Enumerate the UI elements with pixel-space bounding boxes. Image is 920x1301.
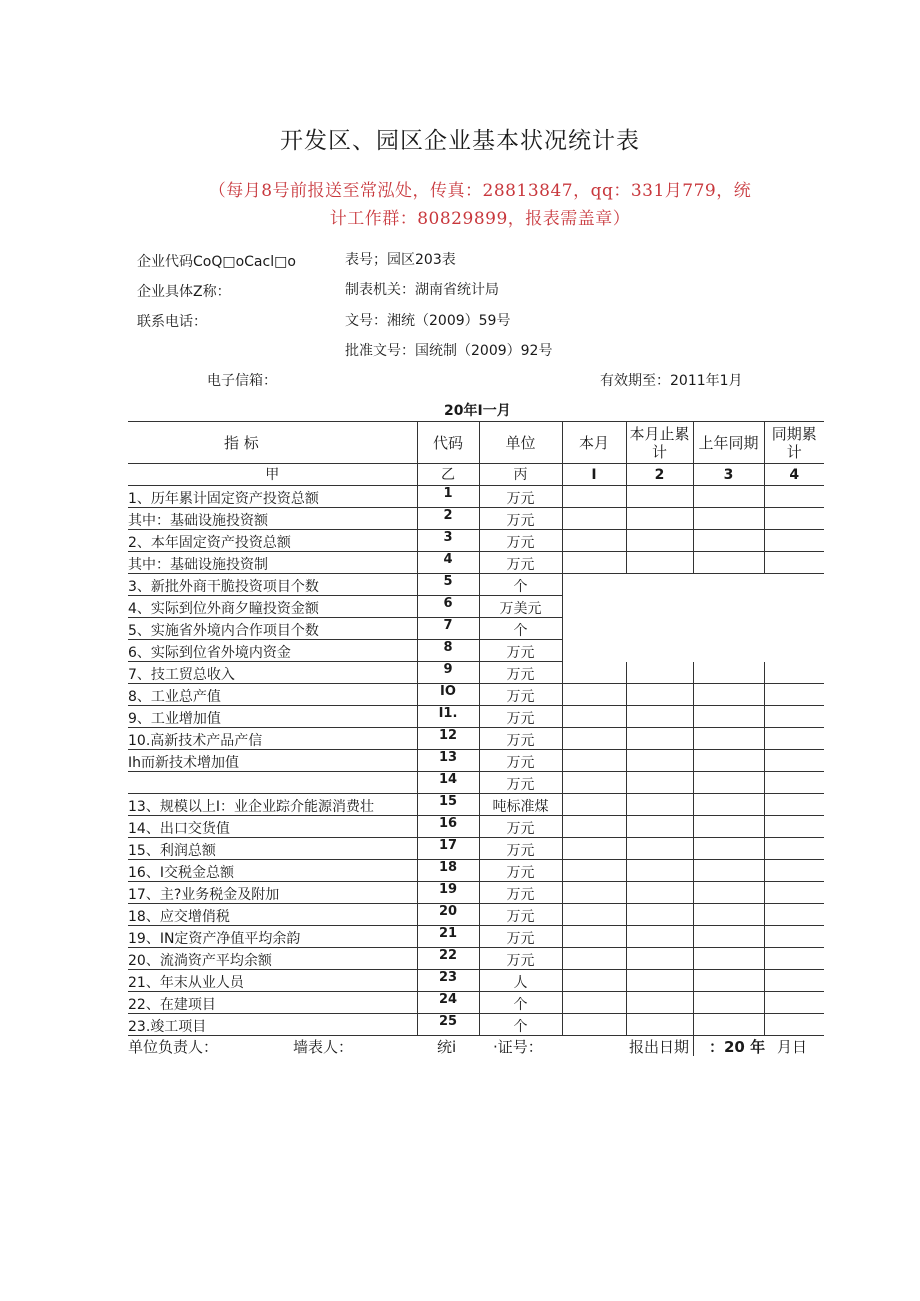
row-value-cell bbox=[626, 904, 693, 926]
row-value-cell bbox=[693, 552, 764, 574]
row-value-cell bbox=[562, 684, 626, 706]
row-value-cell bbox=[693, 992, 764, 1014]
row-value-cell bbox=[693, 574, 764, 596]
table-row bbox=[128, 596, 824, 618]
row-value-cell bbox=[626, 728, 693, 750]
approval-number: 批准文号：国统制（2009）92号 bbox=[345, 343, 553, 359]
row-value-cell bbox=[764, 530, 824, 552]
statistics-table bbox=[128, 421, 824, 1036]
row-value-cell bbox=[693, 596, 764, 618]
row-unit: 万元 bbox=[479, 486, 562, 508]
row-value-cell bbox=[626, 948, 693, 970]
row-value-cell bbox=[764, 772, 824, 794]
row-code: 4 bbox=[417, 552, 479, 574]
row-value-cell bbox=[626, 970, 693, 992]
row-unit: 万元 bbox=[479, 706, 562, 728]
table-row bbox=[128, 970, 824, 992]
row-value-cell bbox=[693, 728, 764, 750]
row-value-cell bbox=[693, 530, 764, 552]
footer-report-date: 报出日期 bbox=[629, 1038, 690, 1056]
row-value-cell bbox=[764, 640, 824, 662]
table-row bbox=[128, 706, 824, 728]
row-indicator: 20、流淌资产平均余额 bbox=[128, 948, 417, 970]
row-value-cell bbox=[693, 794, 764, 816]
row-unit: 万元 bbox=[479, 552, 562, 574]
footer-date-value: ：20 年 bbox=[709, 1038, 766, 1056]
row-value-cell bbox=[693, 882, 764, 904]
row-unit: 万元 bbox=[479, 838, 562, 860]
header-indicator: 指 标 bbox=[128, 422, 417, 464]
row-code: 8 bbox=[417, 640, 479, 662]
row-value-cell bbox=[562, 926, 626, 948]
row-value-cell bbox=[626, 860, 693, 882]
header-unit: 单位 bbox=[479, 422, 562, 464]
row-value-cell bbox=[626, 816, 693, 838]
footer-month-day: 月日 bbox=[777, 1038, 808, 1056]
row-value-cell bbox=[562, 706, 626, 728]
row-value-cell bbox=[562, 838, 626, 860]
row-value-cell bbox=[562, 860, 626, 882]
row-value-cell bbox=[764, 596, 824, 618]
row-value-cell bbox=[562, 794, 626, 816]
row-indicator: 2、本年固定资产投资总额 bbox=[128, 530, 417, 552]
footer-filler: 墙表人： bbox=[293, 1038, 354, 1056]
row-unit: 万元 bbox=[479, 904, 562, 926]
header-last-year-ytd: 同期累计 bbox=[764, 422, 824, 464]
header-last-year-month: 上年同期 bbox=[693, 422, 764, 464]
row-code: 17 bbox=[417, 838, 479, 860]
row-value-cell bbox=[562, 486, 626, 508]
row-value-cell bbox=[626, 772, 693, 794]
row-value-cell bbox=[693, 838, 764, 860]
table-subheader-row bbox=[128, 464, 824, 486]
table-row bbox=[128, 750, 824, 772]
row-value-cell bbox=[626, 882, 693, 904]
row-code: 22 bbox=[417, 948, 479, 970]
row-value-cell bbox=[693, 662, 764, 684]
row-unit: 万元 bbox=[479, 640, 562, 662]
row-value-cell bbox=[562, 1014, 626, 1036]
row-code: 14 bbox=[417, 772, 479, 794]
row-value-cell bbox=[562, 992, 626, 1014]
footer-leader: 单位负责人： bbox=[128, 1038, 219, 1056]
row-unit: 万元 bbox=[479, 882, 562, 904]
row-unit: 万美元 bbox=[479, 596, 562, 618]
table-row bbox=[128, 948, 824, 970]
row-value-cell bbox=[764, 662, 824, 684]
table-row bbox=[128, 552, 824, 574]
row-value-cell bbox=[764, 684, 824, 706]
header-this-month: 本月 bbox=[562, 422, 626, 464]
row-code: 3 bbox=[417, 530, 479, 552]
document-number: 文号：湘统（2009）59号 bbox=[345, 313, 511, 329]
header-ytd: 本月止累计 bbox=[626, 422, 693, 464]
row-code: 18 bbox=[417, 860, 479, 882]
row-unit: 万元 bbox=[479, 684, 562, 706]
row-value-cell bbox=[693, 486, 764, 508]
header-code: 代码 bbox=[417, 422, 479, 464]
row-indicator: 21、年末从业人员 bbox=[128, 970, 417, 992]
row-value-cell bbox=[626, 794, 693, 816]
row-code: 21 bbox=[417, 926, 479, 948]
org-name-label: 企业具体Z称： bbox=[137, 284, 231, 300]
row-unit: 万元 bbox=[479, 816, 562, 838]
row-indicator: 其中：基础设施投资额 bbox=[128, 508, 417, 530]
row-value-cell bbox=[626, 574, 693, 596]
row-code: IO bbox=[417, 684, 479, 706]
row-value-cell bbox=[693, 948, 764, 970]
table-row bbox=[128, 794, 824, 816]
row-value-cell bbox=[626, 706, 693, 728]
row-code: 5 bbox=[417, 574, 479, 596]
row-value-cell bbox=[626, 530, 693, 552]
row-value-cell bbox=[764, 816, 824, 838]
row-value-cell bbox=[693, 684, 764, 706]
row-indicator: 9、工业增加值 bbox=[128, 706, 417, 728]
table-row bbox=[128, 574, 824, 596]
row-indicator: 1、历年累计固定资产投资总额 bbox=[128, 486, 417, 508]
row-unit: 万元 bbox=[479, 530, 562, 552]
row-value-cell bbox=[764, 838, 824, 860]
row-value-cell bbox=[626, 750, 693, 772]
org-code bbox=[137, 251, 296, 271]
row-value-cell bbox=[626, 618, 693, 640]
table-row bbox=[128, 882, 824, 904]
row-value-cell bbox=[764, 618, 824, 640]
row-indicator: 4、实际到位外商夕瞳投资金额 bbox=[128, 596, 417, 618]
row-value-cell bbox=[764, 970, 824, 992]
row-value-cell bbox=[693, 1014, 764, 1036]
row-code: 16 bbox=[417, 816, 479, 838]
row-value-cell bbox=[693, 904, 764, 926]
subheader-c3: 3 bbox=[693, 464, 764, 486]
footer-stat: 统i bbox=[437, 1038, 457, 1056]
row-value-cell bbox=[562, 552, 626, 574]
row-indicator: 7、技工贸总收入 bbox=[128, 662, 417, 684]
table-row bbox=[128, 662, 824, 684]
row-value-cell bbox=[562, 640, 626, 662]
table-row bbox=[128, 904, 824, 926]
row-value-cell bbox=[693, 816, 764, 838]
row-value-cell bbox=[626, 684, 693, 706]
row-unit: 吨标准煤 bbox=[479, 794, 562, 816]
subheader-code: 乙 bbox=[417, 464, 479, 486]
row-value-cell bbox=[562, 508, 626, 530]
row-indicator: Ih而新技术增加值 bbox=[128, 750, 417, 772]
row-code: 25 bbox=[417, 1014, 479, 1036]
row-indicator: 5、实施省外境内合作项目个数 bbox=[128, 618, 417, 640]
row-indicator: 23.竣工项目 bbox=[128, 1014, 417, 1036]
row-value-cell bbox=[764, 508, 824, 530]
row-indicator: 13、规模以上I：业企业踪介能源消费壮 bbox=[128, 794, 417, 816]
row-value-cell bbox=[693, 706, 764, 728]
row-value-cell bbox=[693, 926, 764, 948]
row-value-cell bbox=[626, 1014, 693, 1036]
table-row bbox=[128, 1014, 824, 1036]
subheader-c4: 4 bbox=[764, 464, 824, 486]
table-row bbox=[128, 926, 824, 948]
row-indicator bbox=[128, 772, 417, 794]
row-value-cell bbox=[626, 640, 693, 662]
row-value-cell bbox=[693, 508, 764, 530]
row-unit: 个 bbox=[479, 1014, 562, 1036]
issuing-authority: 制表机关：湖南省统计局 bbox=[345, 282, 499, 298]
row-value-cell bbox=[626, 662, 693, 684]
row-value-cell bbox=[764, 860, 824, 882]
row-indicator: 其中：基础设施投资制 bbox=[128, 552, 417, 574]
email-label: 电子信箱： bbox=[207, 373, 277, 389]
row-code: 24 bbox=[417, 992, 479, 1014]
row-indicator: 16、I交税金总额 bbox=[128, 860, 417, 882]
row-value-cell bbox=[764, 552, 824, 574]
row-unit: 万元 bbox=[479, 662, 562, 684]
row-value-cell bbox=[562, 882, 626, 904]
org-code-text: 企业代码CoQ□oCacl□o bbox=[137, 254, 296, 270]
row-value-cell bbox=[693, 772, 764, 794]
row-value-cell bbox=[764, 486, 824, 508]
row-value-cell bbox=[562, 618, 626, 640]
row-indicator: 14、出口交货值 bbox=[128, 816, 417, 838]
row-indicator: 22、在建项目 bbox=[128, 992, 417, 1014]
row-value-cell bbox=[562, 728, 626, 750]
row-unit: 个 bbox=[479, 618, 562, 640]
row-value-cell bbox=[764, 882, 824, 904]
row-indicator: 10.高新技术产品产信 bbox=[128, 728, 417, 750]
row-unit: 万元 bbox=[479, 948, 562, 970]
subheader-c2: 2 bbox=[626, 464, 693, 486]
row-value-cell bbox=[562, 772, 626, 794]
row-value-cell bbox=[626, 992, 693, 1014]
table-row bbox=[128, 684, 824, 706]
row-unit: 个 bbox=[479, 574, 562, 596]
row-indicator: 6、实际到位省外境内资金 bbox=[128, 640, 417, 662]
row-code: 6 bbox=[417, 596, 479, 618]
row-code: 20 bbox=[417, 904, 479, 926]
row-unit: 万元 bbox=[479, 860, 562, 882]
row-value-cell bbox=[626, 486, 693, 508]
row-code: 1 bbox=[417, 486, 479, 508]
row-unit: 人 bbox=[479, 970, 562, 992]
row-indicator: 15、利润总额 bbox=[128, 838, 417, 860]
row-value-cell bbox=[693, 860, 764, 882]
row-unit: 万元 bbox=[479, 750, 562, 772]
table-row bbox=[128, 728, 824, 750]
table-row bbox=[128, 816, 824, 838]
row-value-cell bbox=[562, 750, 626, 772]
subheader-indicator: 甲 bbox=[128, 464, 417, 486]
table-row bbox=[128, 530, 824, 552]
row-value-cell bbox=[626, 838, 693, 860]
footer-cert: ·证号： bbox=[493, 1038, 543, 1056]
row-value-cell bbox=[562, 596, 626, 618]
row-code: 19 bbox=[417, 882, 479, 904]
footer-divider bbox=[693, 1030, 694, 1056]
row-unit: 万元 bbox=[479, 508, 562, 530]
row-value-cell bbox=[562, 662, 626, 684]
row-value-cell bbox=[764, 926, 824, 948]
row-value-cell bbox=[764, 992, 824, 1014]
row-unit: 个 bbox=[479, 992, 562, 1014]
row-value-cell bbox=[764, 794, 824, 816]
form-number: 表号；园区203表 bbox=[345, 252, 456, 268]
table-header-row bbox=[128, 422, 824, 464]
row-unit: 万元 bbox=[479, 772, 562, 794]
phone-label: 联系电话： bbox=[137, 314, 207, 330]
row-value-cell bbox=[693, 970, 764, 992]
row-value-cell bbox=[562, 816, 626, 838]
row-value-cell bbox=[626, 926, 693, 948]
table-row bbox=[128, 772, 824, 794]
row-unit: 万元 bbox=[479, 926, 562, 948]
valid-until: 有效期至：2011年1月 bbox=[600, 373, 743, 389]
table-row bbox=[128, 508, 824, 530]
row-value-cell bbox=[693, 618, 764, 640]
table-row bbox=[128, 640, 824, 662]
row-value-cell bbox=[764, 574, 824, 596]
row-value-cell bbox=[764, 728, 824, 750]
table-row bbox=[128, 838, 824, 860]
row-code: 12 bbox=[417, 728, 479, 750]
row-value-cell bbox=[764, 904, 824, 926]
row-value-cell bbox=[764, 750, 824, 772]
table-row bbox=[128, 618, 824, 640]
table-row bbox=[128, 860, 824, 882]
table-row bbox=[128, 486, 824, 508]
subheader-unit: 丙 bbox=[479, 464, 562, 486]
subheader-c1: I bbox=[562, 464, 626, 486]
row-value-cell bbox=[764, 706, 824, 728]
row-indicator: 19、IN定资产净值平均余韵 bbox=[128, 926, 417, 948]
row-code: I1. bbox=[417, 706, 479, 728]
row-value-cell bbox=[626, 552, 693, 574]
row-value-cell bbox=[562, 530, 626, 552]
row-code: 15 bbox=[417, 794, 479, 816]
page-title: 开发区、园区企业基本状况统计表 bbox=[280, 128, 640, 154]
row-code: 2 bbox=[417, 508, 479, 530]
submission-note-line-1: （每月8号前报送至常泓处，传真：28813847，qq：331月779，统 bbox=[208, 181, 752, 201]
row-value-cell bbox=[764, 948, 824, 970]
row-value-cell bbox=[562, 574, 626, 596]
row-code: 9 bbox=[417, 662, 479, 684]
row-code: 13 bbox=[417, 750, 479, 772]
row-code: 23 bbox=[417, 970, 479, 992]
row-code: 7 bbox=[417, 618, 479, 640]
submission-note-line-2: 计工作群：80829899，报表需盖章） bbox=[329, 209, 631, 229]
row-value-cell bbox=[693, 640, 764, 662]
row-indicator: 3、新批外商干脆投资项目个数 bbox=[128, 574, 417, 596]
row-indicator: 8、工业总产值 bbox=[128, 684, 417, 706]
row-value-cell bbox=[626, 596, 693, 618]
row-value-cell bbox=[562, 904, 626, 926]
row-value-cell bbox=[764, 1014, 824, 1036]
row-unit: 万元 bbox=[479, 728, 562, 750]
row-value-cell bbox=[562, 970, 626, 992]
report-period: 20年I一月 bbox=[444, 403, 511, 419]
row-value-cell bbox=[562, 948, 626, 970]
table-row bbox=[128, 992, 824, 1014]
row-indicator: 17、主?业务税金及附加 bbox=[128, 882, 417, 904]
row-indicator: 18、应交增俏税 bbox=[128, 904, 417, 926]
row-value-cell bbox=[693, 750, 764, 772]
row-value-cell bbox=[626, 508, 693, 530]
